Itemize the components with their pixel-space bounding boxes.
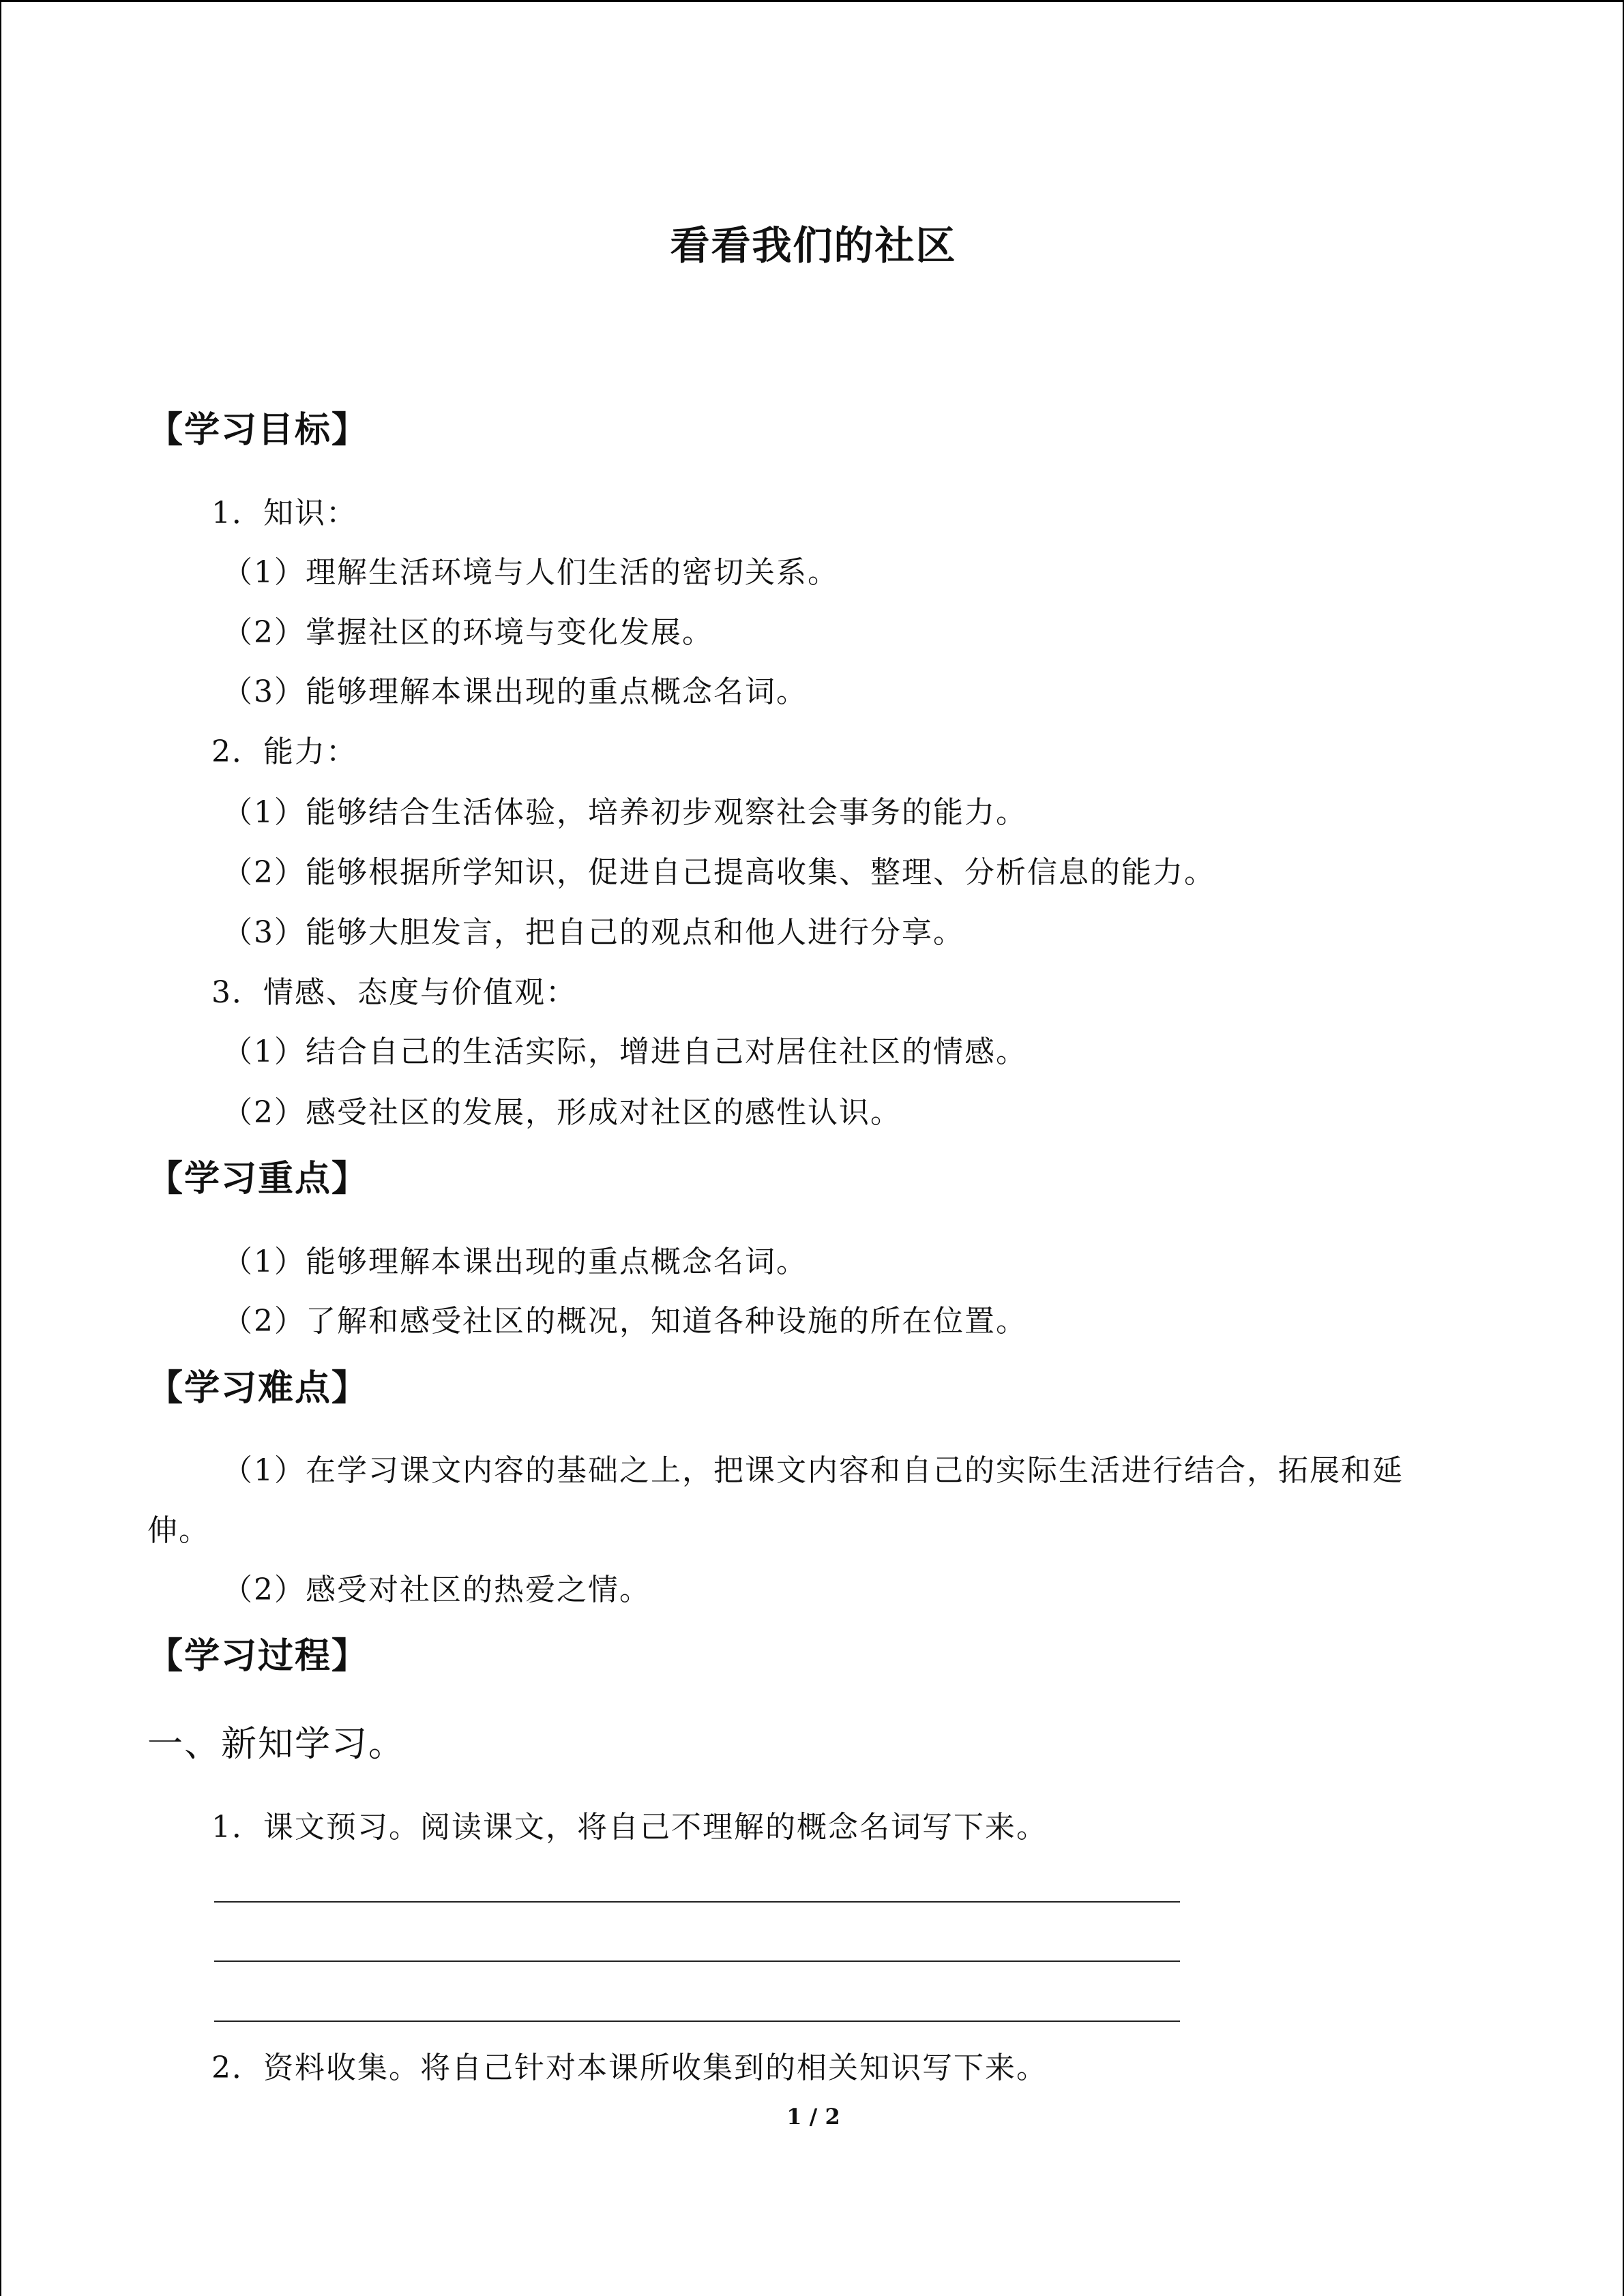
document-title: 看看我们的社区 [670,222,957,269]
objective-line: （1）理解生活环境与人们生活的密切关系。 [222,555,839,590]
answer-blank-line[interactable] [214,2021,1180,2022]
objective-line: （2）掌握社区的环境与变化发展。 [222,615,713,650]
key-point-line: （1）能够理解本课出现的重点概念名词。 [222,1244,808,1279]
answer-blank-line[interactable] [214,1901,1180,1903]
objective-line: （1）能够结合生活体验，培养初步观察社会事务的能力。 [222,795,1027,830]
objective-line: 3．情感、态度与价值观： [211,975,577,1010]
objective-line: 1．知识： [211,496,357,531]
process-heading: 【学习过程】 [147,1635,369,1677]
key-points-heading: 【学习重点】 [147,1158,369,1199]
objectives-heading: 【学习目标】 [147,409,369,451]
objective-line: （2）感受社区的发展，形成对社区的感性认识。 [222,1095,902,1130]
objective-line: （2）能够根据所学知识，促进自己提高收集、整理、分析信息的能力。 [222,855,1215,890]
key-point-line: （2）了解和感受社区的概况，知道各种设施的所在位置。 [222,1304,1027,1339]
answer-blank-line[interactable] [214,1960,1180,1962]
difficulty-line: （2）感受对社区的热爱之情。 [222,1572,651,1607]
objective-line: （3）能够理解本课出现的重点概念名词。 [222,674,808,709]
objective-line: 2．能力： [211,734,357,769]
difficulties-heading: 【学习难点】 [147,1367,369,1409]
objective-line: （3）能够大胆发言，把自己的观点和他人进行分享。 [222,915,964,950]
task-line: 2．资料收集。将自己针对本课所收集到的相关知识写下来。 [211,2051,1048,2085]
part-one-title: 一、新知学习。 [147,1724,406,1765]
difficulty-line-continued: 伸。 [147,1513,210,1548]
objective-line: （1）结合自己的生活实际，增进自己对居住社区的情感。 [222,1034,1027,1069]
difficulty-line: （1）在学习课文内容的基础之上，把课文内容和自己的实际生活进行结合，拓展和延 [222,1453,1404,1488]
task-line: 1．课文预习。阅读课文，将自己不理解的概念名词写下来。 [211,1810,1048,1845]
page-number: 1 / 2 [786,2104,840,2130]
